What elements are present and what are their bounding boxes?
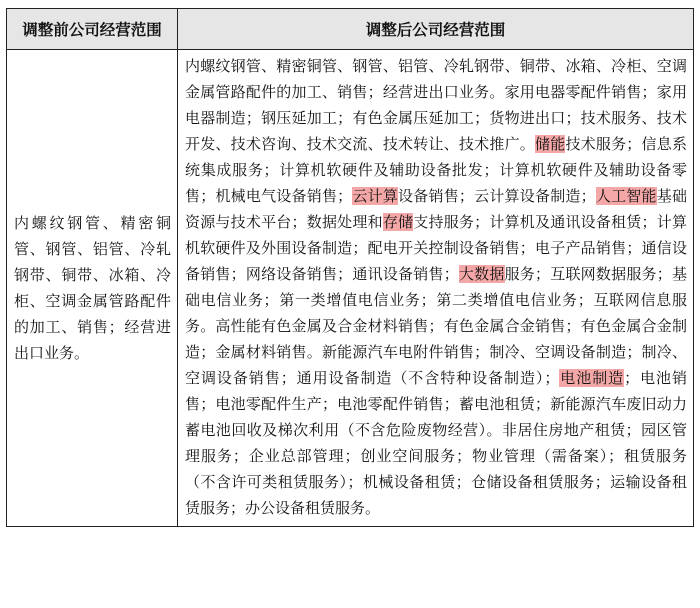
- highlighted-term: 云计算: [352, 187, 399, 205]
- scope-segment: ；电池销售；电池零配件生产；电池零配件销售；蓄电池租赁；新能源汽车废旧动力蓄电池回收及梯次利用（不含危险废物经营）。非居住房地产租赁；园区管理服务；企业总部管理；创业空间服务；物业管理（需备案）；租赁服务（不含许可类租赁服务）；机械设备租赁；仓储设备租赁服务；运输设备租赁服务；办公设备租赁服务。: [185, 369, 687, 517]
- scope-segment: 内螺纹钢管、精密铜管、钢管、铝管、冷轧钢带、铜带、冰箱、冷柜、空调金属管路配件的加工、销售；经营进出口业务。家用电器零配件销售；家用电器制造；钢压延加工；有色金属压延加工；货物进出口；技术服务、技术开发、技术咨询、技术交流、技术转让、技术推广。: [185, 57, 687, 153]
- header-before: 调整前公司经营范围: [7, 9, 178, 50]
- scope-segment: 服务；互联网数据服务；基础电信业务；第一类增值电信业务；第二类增值电信业务；互联网信息服务。高性能有色金属及合金材料销售；有色金属合金销售；有色金属合金制造；金属材料销售。新能源汽车电附件销售；制冷、空调设备制造；制冷、空调设备销售；通用设备制造（不含特种设备制造）；: [185, 265, 687, 387]
- highlighted-term: 人工智能: [595, 187, 657, 205]
- before-scope-text: 内螺纹钢管、精密铜管、钢管、铝管、冷轧钢带、铜带、冰箱、冷柜、空调金属管路配件的加工、销售；经营进出口业务。: [7, 50, 178, 527]
- highlighted-term: 电池制造: [559, 369, 625, 387]
- business-scope-table: [6, 8, 694, 527]
- scope-segment: 基础资源与技术平台；数据处理和: [185, 187, 687, 231]
- highlighted-term: 大数据: [458, 265, 505, 283]
- table-row: [7, 50, 694, 527]
- highlighted-term: 储能: [535, 135, 566, 153]
- header-after: 调整后公司经营范围: [178, 9, 694, 50]
- table-header-row: [7, 9, 694, 50]
- highlighted-term: 存储: [382, 213, 414, 231]
- after-scope-text: [178, 50, 694, 527]
- scope-segment: 支持服务；计算机及通讯设备租赁；计算机软硬件及外围设备制造；配电开关控制设备销售；电子产品销售；通信设备销售；网络设备销售；通讯设备销售；: [185, 213, 687, 283]
- scope-segment: 设备销售；云计算设备制造；: [398, 187, 596, 205]
- scope-segment: 技术服务；信息系统集成服务；计算机软硬件及辅助设备批发；计算机软硬件及辅助设备零售；机械电气设备销售；: [185, 135, 687, 205]
